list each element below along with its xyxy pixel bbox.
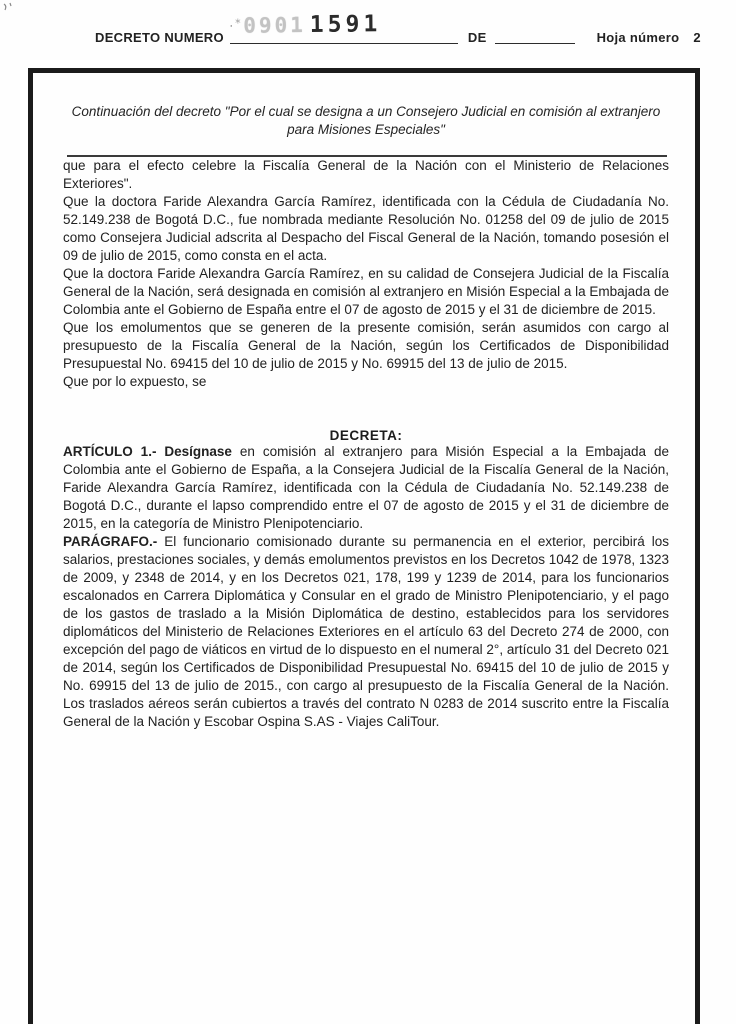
decree-number-blank-line	[230, 42, 458, 44]
year-blank-line	[495, 42, 575, 44]
decree-continuation-subtitle: Continuación del decreto "Por el cual se designa a un Consejero Judicial en comisión al extranjero para Misiones Especiales"	[71, 104, 661, 137]
stamp-number: 1591	[309, 11, 382, 38]
paragraph-por-lo-expuesto: Que por lo expuesto, se	[63, 374, 207, 389]
paragrafo-lead: PARÁGRAFO.-	[63, 534, 158, 549]
articulo-1-body: en comisión al extranjero para Misión Especial a la Embajada de Colombia ante el Gobierno de España, a la Consejera Judicial de la Fiscalía General de la Nación, Faride Alexandra García Ramírez, identificada con la Cédula de Ciudadanía No. 52.149.238 de Bogotá D.C., durante el lapso comprendido entre el 07 de agosto de 2015 y el 31 de diciembre de 2015, en la categoría de Ministro Plenipotenciario.	[63, 444, 669, 531]
paragraph-nombramiento: Que la doctora Faride Alexandra García Ramírez, identificada con la Cédula de Ciudadanía No. 52.149.238 de Bogotá D.C., fue nombrada mediante Resolución No. 01258 del 09 de julio de 2015 como Consejera Judicial adscrita al Despacho del Fiscal General de la Nación, tomando posesión el 09 de julio de 2015, como consta en el acta.	[63, 194, 669, 263]
paragrafo-body: El funcionario comisionado durante su permanencia en el exterior, percibirá los salarios, prestaciones sociales, y demás emolumentos previstos en los Decretos 1042 de 1978, 1323 de 2009, y 2348 de 2014, y en los Decretos 021, 178, 199 y 1239 de 2014, para los funcionarios escalonados en Carrera Diplomática y Consular en el grado de Ministro Plenipotenciario, y el pago de los gastos de traslado a la Misión Diplomática de destino, establecidos para los servidores diplomáticos del Ministerio de Relaciones Exteriores en el artículo 63 del Decreto 274 de 2000, con excepción del pago de viáticos en virtud de lo dispuesto en el numeral 2°, artículo 31 del Decreto 021 de 2014, según los Certificados de Disponibilidad Presupuestal No. 69415 del 10 de julio de 2015 y No. 69915 del 13 de julio de 2015., con cargo al presupuesto de la Fiscalía General de la Nación. Los traslados aéreos serán cubiertos a través del contrato N 0283 de 2014 suscrito entre la Fiscalía General de la Nación y Escobar Ospina S.AS - Viajes CaliTour.	[63, 534, 669, 729]
decreta-heading: DECRETA:	[329, 428, 403, 443]
paragraph-efecto-celebre: que para el efecto celebre la Fiscalía General de la Nación con el Ministerio de Relaciones Exteriores".	[63, 158, 669, 191]
decree-body-frame	[28, 68, 700, 1024]
hoja-numero-label: Hoja número	[596, 30, 680, 45]
paragraph-designacion-mision: Que la doctora Faride Alexandra García Ramírez, en su calidad de Consejera Judicial de la Fiscalía General de la Nación, será designada en comisión al extranjero en Misión Especial a la Embajada de Colombia ante el Gobierno de España entre el 07 de agosto de 2015 y el 31 de diciembre de 2015.	[63, 266, 669, 317]
articulo-1-paragraph	[63, 443, 669, 533]
page-number-value: 2	[693, 30, 701, 45]
stamp-faint-digits: 0901	[243, 12, 306, 38]
articulo-1-lead: ARTÍCULO 1.- Desígnase	[63, 444, 232, 459]
paragraph-emolumentos: Que los emolumentos que se generen de la presente comisión, serán asumidos con cargo al presupuesto de la Fiscalía General de la Nación, según los Certificados de Disponibilidad Presupuestal No. 69415 del 10 de julio de 2015 y No. 69915 del 13 de julio de 2015.	[63, 320, 669, 371]
paragrafo-paragraph	[63, 533, 669, 731]
de-label: DE	[467, 30, 487, 45]
decree-header-row	[95, 30, 701, 52]
decreto-numero-label: DECRETO NUMERO	[95, 30, 224, 45]
scan-artifact-icon	[1, 2, 19, 24]
stamp-mark: .*	[227, 16, 242, 30]
